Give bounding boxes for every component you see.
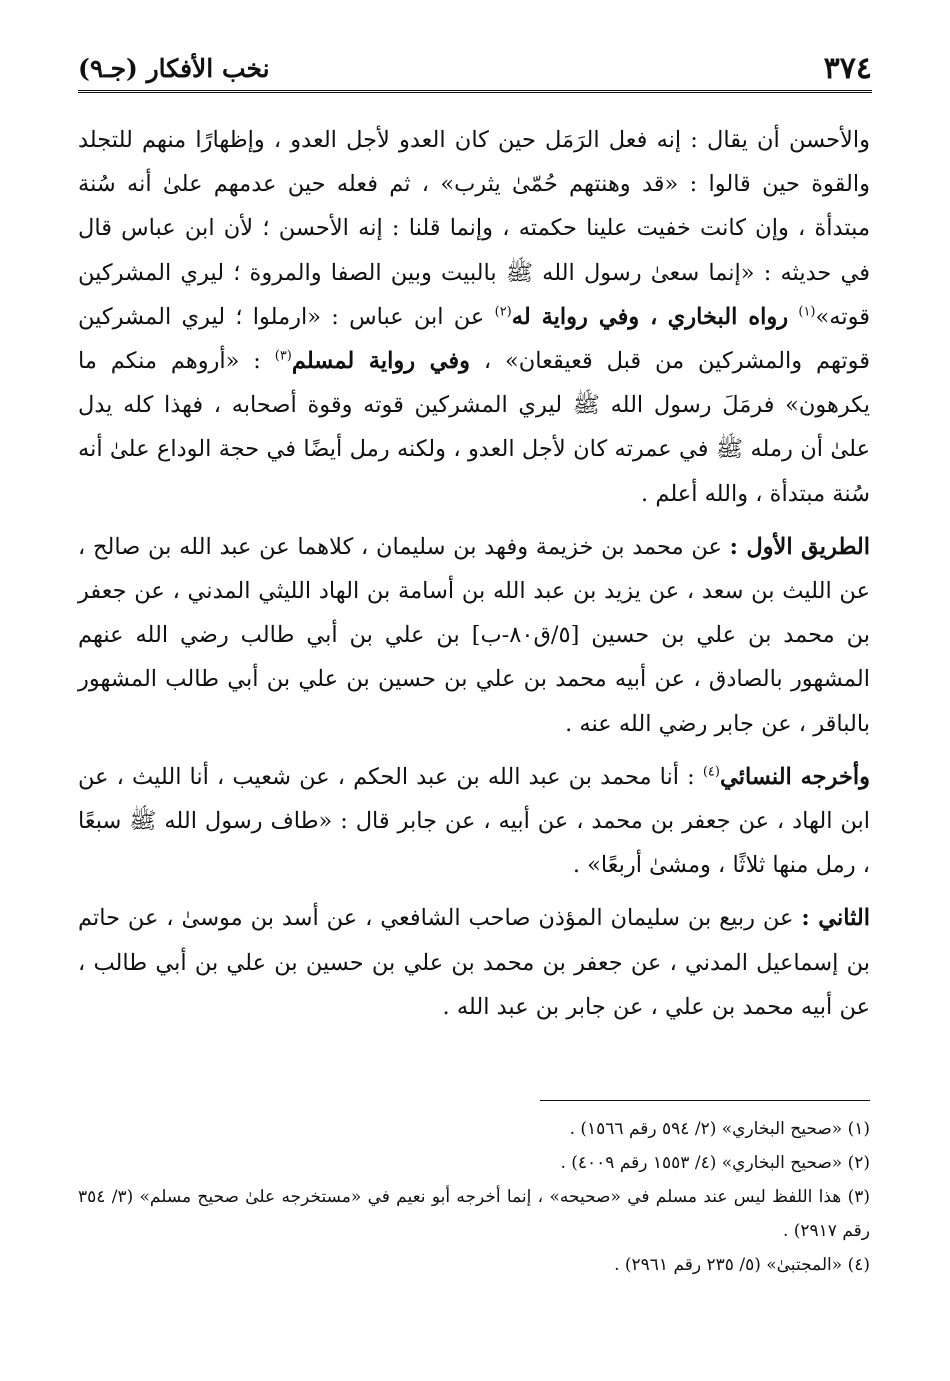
source-label: رواه البخاري [667,303,789,330]
footnote-divider [540,1100,870,1101]
footnote-4: (٤) «المجتبىٰ» (٥/ ٢٣٥ رقم ٢٩٦١) . [614,1255,870,1275]
footnote-3: (٣) هذا اللفظ ليس عند مسلم في «صحيحه» ، إنما أخرجه أبو نعيم في «مستخرجه علىٰ صحيح مسلم» (٣/ ٣٥٤ رقم ٢٩١٧) . [78,1187,870,1241]
source-label: وأخرجه النسائي [719,763,871,790]
footnote-ref-4[interactable]: (٤) [702,764,720,780]
footnote-1: (١) «صحيح البخاري» (٢/ ٥٩٤ رقم ١٥٦٦) . [569,1119,870,1139]
paragraph-text: : «أروهم منكم ما يكرهون» فرمَلَ رسول الله ﷺ ليري المشركين قوته وقوة أصحابه ، فهذا كله يدل علىٰ أن رمله ﷺ في عمرته كان لأجل العدو ، ولكنه رمل أيضًا في حجة الوداع علىٰ أنه سُنة مبتدأة ، والله أعلم . [78,348,870,507]
paragraph-4 [78,896,870,1029]
paragraph-2 [78,525,870,746]
section-label: الطريق الأول : [729,533,871,560]
paragraph-text: عن ربيع بن سليمان المؤذن صاحب الشافعي ، عن أسد بن موسىٰ ، عن حاتم بن إسماعيل المدني ، عن جعفر بن محمد بن علي بن حسين بن علي بن أبي طالب ، عن أبيه محمد بن علي ، عن جابر بن عبد الله . [78,905,870,1020]
paragraph-text: عن محمد بن خزيمة وفهد بن سليمان ، كلاهما عن عبد الله بن صالح ، عن الليث بن سعد ، عن يزيد بن عبد الله بن أسامة بن الهاد الليثي المدني ، عن جعفر بن محمد بن علي بن حسين [٥/ق٨٠-ب] بن علي بن أبي طالب رضي الله عنهم المشهور بالصادق ، عن أبيه محمد بن علي بن حسين بن علي بن أبي طالب المشهور بالباقر ، عن جابر رضي الله عنه . [78,533,870,737]
running-title: نخب الأفكار (جـ٩) [78,53,270,83]
page-number: ٣٧٤ [823,50,872,86]
page-header [78,46,872,93]
source-label: ، وفي رواية له [511,303,658,330]
source-label: وفي رواية لمسلم [291,348,470,375]
section-label: الثاني : [801,905,870,932]
footnotes [78,1112,870,1282]
footnote-ref-2[interactable]: (٢) [494,304,512,320]
paragraph-text: : أنا محمد بن عبد الله بن عبد الحكم ، عن شعيب ، أنا الليث ، عن ابن الهاد ، عن جعفر بن محمد ، عن أبيه ، عن جابر قال : «طاف رسول الله ﷺ سبعًا ، رمل منها ثلاثًا ، ومشىٰ أربعًا» . [78,763,870,879]
paragraph-text: والأحسن أن يقال : إنه فعل الرَمَل حين كان العدو لأجل العدو ، وإظهارًا منهم للتجلد والقوة حين قالوا : «قد وهنتهم حُمّىٰ يثرب» ، ثم فعله حين عدمهم علىٰ أنه سُنة مبتدأة ، وإن كانت خفيت علينا حكمته ، وإنما قلنا : إنه الأحسن ؛ لأن ابن عباس قال في حديثه : «إنما سعىٰ رسول الله ﷺ بالبيت وبين الصفا والمروة ؛ ليري المشركين قوته» [78,127,870,330]
paragraph-1 [78,118,870,516]
main-text [78,118,870,1038]
footnote-ref-3[interactable]: (٣) [274,348,292,364]
paragraph-3 [78,755,870,888]
footnote-ref-1[interactable]: (١) [798,304,816,320]
footnote-2: (٢) «صحيح البخاري» (٤/ ١٥٥٣ رقم ٤٠٠٩) . [560,1153,870,1173]
paragraph-text: عن ابن عباس : «ارملوا ؛ ليري المشركين قوتهم والمشركين من قبل قعيقعان» ، [78,303,870,375]
